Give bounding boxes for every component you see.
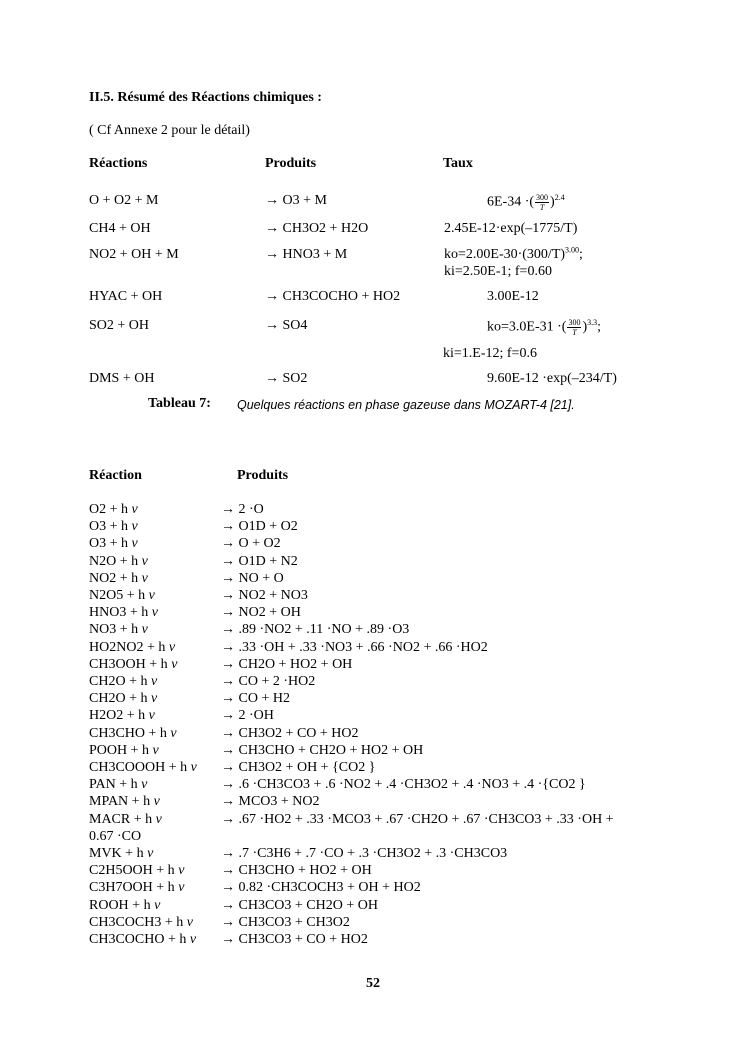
nu-symbol: v: [155, 811, 162, 827]
photolysis-reactant: [89, 587, 155, 604]
nu-symbol: v: [131, 502, 138, 517]
photolysis-reactant: [89, 535, 138, 552]
photolysis-header-produits: Produits: [237, 468, 289, 483]
photolysis-reactant: [89, 845, 153, 862]
rate-coefficient: ko=3.0E-31 ·(: [487, 319, 567, 335]
photolysis-reactant: [89, 914, 193, 931]
photolysis-reactant: [89, 621, 148, 638]
photolysis-product: → CH3CO3 + CH2O + OH: [221, 897, 378, 913]
rate-cell: [444, 247, 583, 263]
photolysis-product: → .33 ·OH + .33 ·NO3 + .66 ·NO2 + .66 ·HO2: [221, 639, 488, 655]
section-title: II.5. Résumé des Réactions chimiques :: [89, 90, 322, 105]
nu-symbol: v: [153, 794, 160, 810]
nu-symbol: v: [171, 656, 178, 672]
nu-symbol: v: [168, 639, 176, 655]
nu-symbol: v: [141, 570, 148, 586]
product-continuation: 0.67 ·CO: [89, 828, 142, 844]
photolysis-reactant: [89, 604, 158, 621]
product-cell: → SO2: [265, 371, 308, 386]
photon-term: + h: [125, 846, 144, 861]
nu-symbol: v: [178, 863, 185, 879]
reaction-cell: DMS + OH: [89, 371, 155, 386]
reactant-species: HNO3: [89, 605, 127, 621]
nu-symbol: v: [141, 777, 148, 793]
reactant-species: NO2: [89, 570, 117, 586]
nu-symbol: v: [148, 588, 155, 603]
reactant-species: N2O: [89, 553, 117, 569]
nu-symbol: v: [147, 846, 154, 861]
photon-term: + h: [119, 553, 139, 569]
photolysis-reactant: [89, 707, 155, 724]
rate-cell-line2: ki=1.E-12; f=0.6: [443, 346, 537, 361]
photolysis-reactant: [89, 690, 157, 707]
fraction-denominator: T: [539, 203, 545, 212]
photolysis-reactant: [89, 776, 147, 793]
product-cell: → CH3O2 + H2O: [265, 221, 369, 236]
photolysis-product: → CO + H2: [221, 691, 290, 707]
photolysis-header-reaction: Réaction: [89, 468, 142, 483]
photolysis-product: → CH3O2 + OH + {CO2 }: [221, 760, 376, 775]
product-cell: → CH3COCHO + HO2: [265, 289, 401, 304]
reactant-species: CH2O: [89, 691, 126, 707]
reaction-cell: NO2 + OH + M: [89, 247, 179, 262]
reactant-species: CH2O: [89, 674, 126, 689]
rate-cell: 2.45E-12·exp(–1775/T): [444, 221, 578, 236]
nu-symbol: v: [148, 708, 155, 724]
photon-term: + h: [132, 897, 151, 913]
photolysis-reactant: [89, 897, 160, 914]
photolysis-product: → .89 ·NO2 + .11 ·NO + .89 ·O3: [221, 622, 410, 638]
fraction-denominator: T: [572, 328, 577, 337]
photolysis-product: → 0.82 ·CH3COCH3 + OH + HO2: [221, 880, 421, 896]
reactant-species: POOH: [89, 742, 128, 758]
reactant-species: NO3: [89, 622, 117, 638]
rate-close-paren: ): [550, 194, 555, 210]
nu-symbol: v: [150, 674, 158, 689]
photolysis-reactant: [89, 862, 184, 879]
photon-term: + h: [156, 863, 175, 879]
photon-term: + h: [119, 622, 139, 638]
photon-term: + h: [167, 932, 187, 947]
rate-close-paren: ): [582, 319, 588, 335]
photolysis-reactant: [89, 518, 138, 535]
photon-term: + h: [126, 708, 146, 724]
photon-term: + h: [130, 742, 150, 758]
photon-term: + h: [109, 536, 129, 552]
photon-term: + h: [126, 588, 146, 603]
reactant-species: N2O5: [89, 588, 124, 603]
photon-term: + h: [119, 570, 139, 586]
photolysis-product: → .67 ·HO2 + .33 ·MCO3 + .67 ·CH2O + .67 ·CH3CO3 + .33 ·OH +: [221, 811, 614, 827]
photolysis-product: → .7 ·C3H6 + .7 ·CO + .3 ·CH3O2 + .3 ·CH3CO3: [221, 846, 508, 861]
photolysis-product: → .6 ·CH3CO3 + .6 ·NO2 + .4 ·CH3O2 + .4 ·NO3 + .4 ·{CO2 }: [221, 777, 586, 793]
reactant-species: O2: [89, 502, 107, 517]
rate-separator: ;: [597, 319, 601, 335]
photolysis-reactant: [89, 931, 196, 948]
rate-fraction: [535, 193, 549, 212]
photolysis-reactant: [89, 570, 148, 587]
nu-symbol: v: [131, 519, 138, 535]
photolysis-reactant: [89, 553, 148, 570]
rate-cell: 9.60E-12 ·exp(–234/T): [487, 371, 617, 386]
rate-fraction: [567, 318, 581, 337]
photolysis-product: → CH3CO3 + CO + HO2: [221, 932, 368, 947]
photolysis-product: → O1D + N2: [221, 553, 298, 569]
photolysis-reactant: [89, 742, 159, 759]
product-cell: → HNO3 + M: [265, 247, 348, 262]
reactant-species: O3: [89, 519, 107, 535]
rate-exponent: 3.3: [587, 318, 598, 328]
photon-term: + h: [164, 914, 184, 930]
photon-term: + h: [129, 605, 149, 621]
photon-term: + h: [148, 725, 167, 741]
rate-exponent: 3.00: [565, 245, 580, 255]
photolysis-product: → O1D + O2: [221, 519, 298, 535]
reactant-species: CH3OOH: [89, 656, 146, 672]
photon-term: + h: [119, 777, 138, 793]
photolysis-product: → NO + O: [221, 570, 284, 586]
nu-symbol: v: [151, 605, 158, 621]
header-reactions: Réactions: [89, 156, 148, 171]
nu-symbol: v: [154, 897, 161, 913]
photolysis-product: → 2 ·OH: [221, 708, 274, 724]
photon-term: + h: [129, 691, 148, 707]
photolysis-reactant: [89, 793, 160, 810]
photolysis-product: → O + O2: [221, 536, 281, 552]
photon-term: + h: [129, 674, 148, 689]
reactant-species: PAN: [89, 777, 116, 793]
rate-coefficient: 6E-34 ·(: [487, 194, 535, 210]
nu-symbol: v: [150, 691, 158, 707]
photolysis-product: → NO2 + OH: [221, 605, 301, 621]
nu-symbol: v: [141, 622, 148, 638]
photolysis-product: → NO2 + NO3: [221, 588, 308, 603]
header-produits: Produits: [265, 156, 317, 171]
caption-text: Quelques réactions en phase gazeuse dans MOZART-4 [21].: [237, 398, 575, 412]
reactant-species: CH3COCHO: [89, 932, 165, 947]
rate-expression: ko=2.00E-30·(300/T): [444, 247, 566, 262]
photon-term: + h: [131, 794, 151, 810]
photolysis-product: → CH3CO3 + CH3O2: [221, 914, 350, 930]
rate-cell: 3.00E-12: [487, 289, 539, 304]
rate-cell-line2: ki=2.50E-1; f=0.60: [444, 264, 552, 279]
rate-cell: [487, 193, 565, 212]
reactant-species: ROOH: [89, 897, 129, 913]
reactant-species: HO2NO2: [89, 639, 144, 655]
annex-note: ( Cf Annexe 2 pour le détail): [89, 123, 250, 138]
fraction-numerator: 300: [536, 193, 549, 202]
photolysis-reactant: [89, 673, 157, 690]
photolysis-product: → MCO3 + NO2: [221, 794, 320, 810]
photolysis-product: → CH3CHO + CH2O + HO2 + OH: [221, 742, 424, 758]
product-cell: → SO4: [265, 318, 308, 333]
photolysis-reactant: [89, 759, 197, 776]
reactant-species: MACR: [89, 811, 131, 827]
photolysis-product: → CH2O + HO2 + OH: [221, 656, 353, 672]
photon-term: + h: [109, 519, 129, 535]
reactant-species: CH3COCH3: [89, 914, 162, 930]
reaction-cell: CH4 + OH: [89, 221, 151, 236]
photolysis-reactant: [89, 656, 177, 673]
reaction-cell: O + O2 + M: [89, 193, 159, 208]
reactant-species: C2H5OOH: [89, 863, 153, 879]
nu-symbol: v: [152, 742, 159, 758]
reactant-species: MPAN: [89, 794, 129, 810]
photon-term: + h: [109, 502, 129, 517]
nu-symbol: v: [141, 553, 148, 569]
photon-term: + h: [168, 760, 188, 775]
nu-symbol: v: [189, 932, 197, 947]
nu-symbol: v: [190, 760, 197, 775]
reactant-species: CH3COOOH: [89, 760, 166, 775]
reactant-species: C3H7OOH: [89, 880, 153, 896]
photolysis-reactant: [89, 639, 175, 656]
nu-symbol: v: [170, 725, 177, 741]
photolysis-reactant: [89, 811, 162, 828]
reactant-species: O3: [89, 536, 107, 552]
rate-cell: [487, 318, 601, 337]
photon-term: + h: [149, 656, 168, 672]
reactant-species: CH3CHO: [89, 725, 146, 741]
nu-symbol: v: [178, 880, 185, 896]
photolysis-product: → CH3CHO + HO2 + OH: [221, 863, 372, 879]
nu-symbol: v: [186, 914, 193, 930]
rate-separator: ;: [579, 247, 583, 262]
reaction-cell: HYAC + OH: [89, 289, 163, 304]
photon-term: + h: [133, 811, 153, 827]
nu-symbol: v: [131, 536, 138, 552]
photon-term: + h: [156, 880, 175, 896]
product-cell: → O3 + M: [265, 193, 327, 208]
rate-exponent: 2.4: [554, 193, 565, 203]
photolysis-product: → CH3O2 + CO + HO2: [221, 725, 359, 741]
page-number: 52: [366, 976, 380, 991]
fraction-numerator: 300: [568, 318, 581, 327]
reactant-species: MVK: [89, 846, 122, 861]
caption-label: Tableau 7:: [148, 396, 211, 411]
photolysis-reactant: [89, 828, 141, 845]
photolysis-product: → 2 ·O: [221, 502, 264, 517]
reactant-species: H2O2: [89, 708, 124, 724]
photolysis-reactant: [89, 725, 177, 742]
header-taux: Taux: [443, 156, 473, 171]
photolysis-product: → CO + 2 ·HO2: [221, 674, 316, 689]
photolysis-reactant: [89, 879, 184, 896]
photon-term: + h: [146, 639, 166, 655]
reaction-cell: SO2 + OH: [89, 318, 150, 333]
photolysis-reactant: [89, 501, 138, 518]
